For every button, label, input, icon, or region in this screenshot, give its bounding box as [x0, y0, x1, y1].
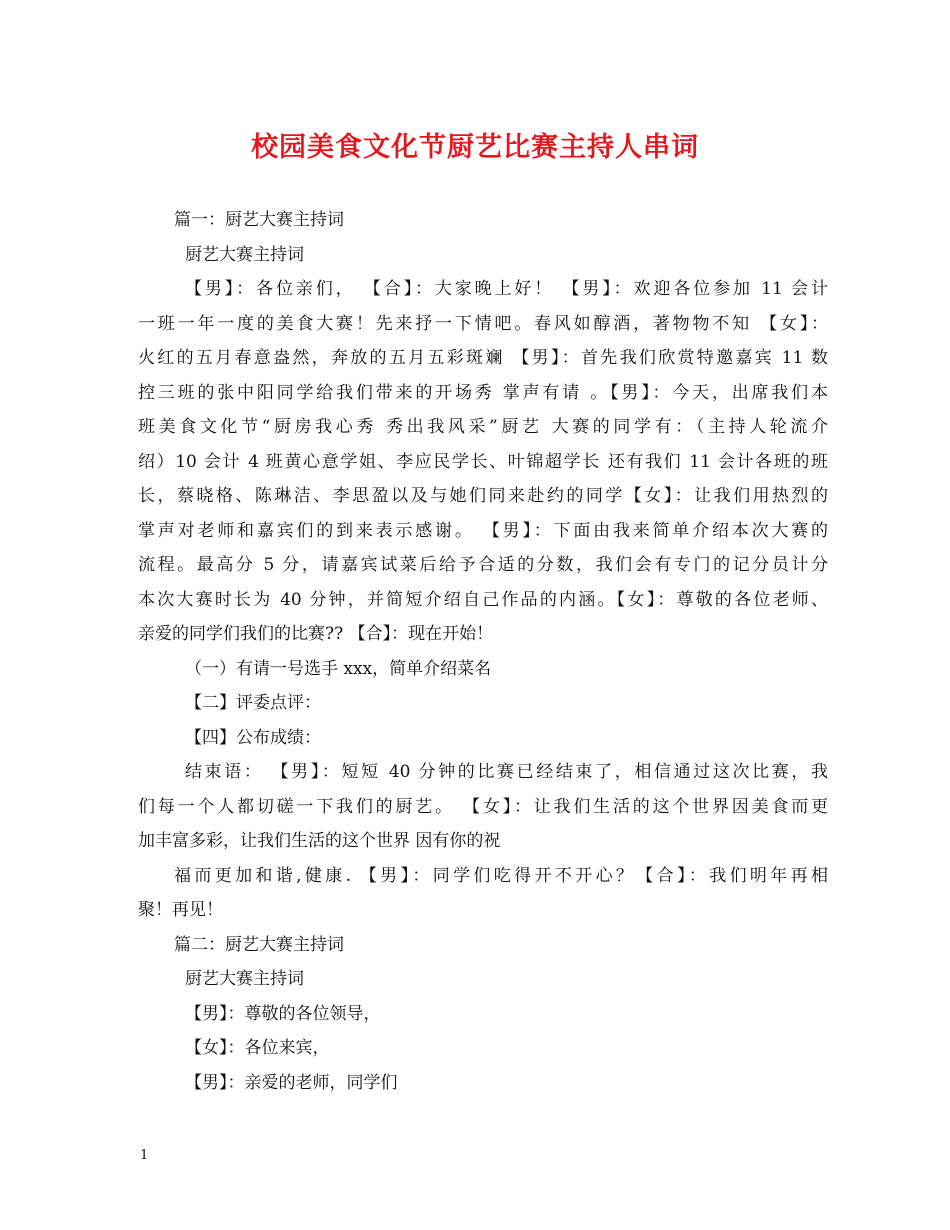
document-body	[138, 203, 828, 1100]
paragraph-line: 【男】：亲爱的老师，同学们	[185, 1072, 398, 1093]
paragraph-line: 班美食文化节“厨房我心秀 秀出我风采”厨艺 大赛的同学有：（主持人轮流介	[138, 417, 828, 437]
section-heading: 篇二：厨艺大赛主持词	[174, 934, 344, 955]
paragraph-line: 长，蔡晓格、陈琳洁、李思盈以及与她们同来赴约的同学【女】：让我们用热烈的	[138, 486, 828, 506]
paragraph-line: 一班一年一度的美食大赛！先来抒一下情吧。春风如醇酒，著物物不知 【女】：	[138, 313, 828, 334]
paragraph-line: 们每一个人都切磋一下我们的厨艺。 【女】：让我们生活的这个世界因美食而更	[138, 796, 828, 817]
paragraph-line: 福而更加和谐,健康. 【男】：同学们吃得开不开心？【合】：我们明年再相	[174, 865, 828, 886]
subheading: 厨艺大赛主持词	[185, 969, 304, 989]
section-heading: 篇一：厨艺大赛主持词	[174, 210, 344, 230]
paragraph-line: 聚！再见！	[138, 900, 223, 920]
paragraph-line: 绍）10 会计 4 班黄心意学姐、李应民学长、叶锦超学长 还有我们 11 会计各班的班	[138, 451, 828, 472]
paragraph-line: 【女】：各位来宾，	[185, 1038, 330, 1058]
list-item: 【二】评委点评：	[185, 693, 321, 713]
paragraph-line: 加丰富多彩，让我们生活的这个世界 因有你的祝	[138, 831, 501, 851]
subheading: 厨艺大赛主持词	[185, 244, 304, 265]
paragraph-line: 火红的五月春意盎然，奔放的五月五彩斑斓 【男】：首先我们欣赏特邀嘉宾 11 数	[138, 348, 828, 368]
paragraph-line: 本次大赛时长为 40 分钟，并简短介绍自己作品的内涵。【女】：尊敬的各位老师、	[138, 589, 828, 610]
page-number: 1	[140, 1148, 149, 1163]
paragraph-line: 【男】：各位亲们， 【合】：大家晚上好！ 【男】：欢迎各位参加 11 会计	[185, 279, 828, 299]
paragraph-line: 【男】：尊敬的各位领导，	[185, 1003, 381, 1024]
document-title: 校园美食文化节厨艺比赛主持人串词	[251, 132, 699, 163]
paragraph-line: 亲爱的同学们我们的比赛?? 【合】：现在开始！	[138, 624, 494, 644]
paragraph-line: 结束语： 【男】：短短 40 分钟的比赛已经结束了，相信通过这次比赛，我	[185, 762, 828, 782]
list-item: 【四】公布成绩：	[185, 727, 321, 748]
list-item: （一）有请一号选手 xxx，简单介绍菜名	[185, 658, 492, 679]
paragraph-line: 控三班的张中阳同学给我们带来的开场秀 掌声有请 。【男】：今天，出席我们本	[138, 382, 828, 403]
paragraph-line: 流程。最高分 5 分，请嘉宾试菜后给予合适的分数，我们会有专门的记分员计分	[138, 555, 828, 575]
paragraph-line: 掌声对老师和嘉宾们的到来表示感谢。 【男】：下面由我来简单介绍本次大赛的	[138, 520, 828, 541]
